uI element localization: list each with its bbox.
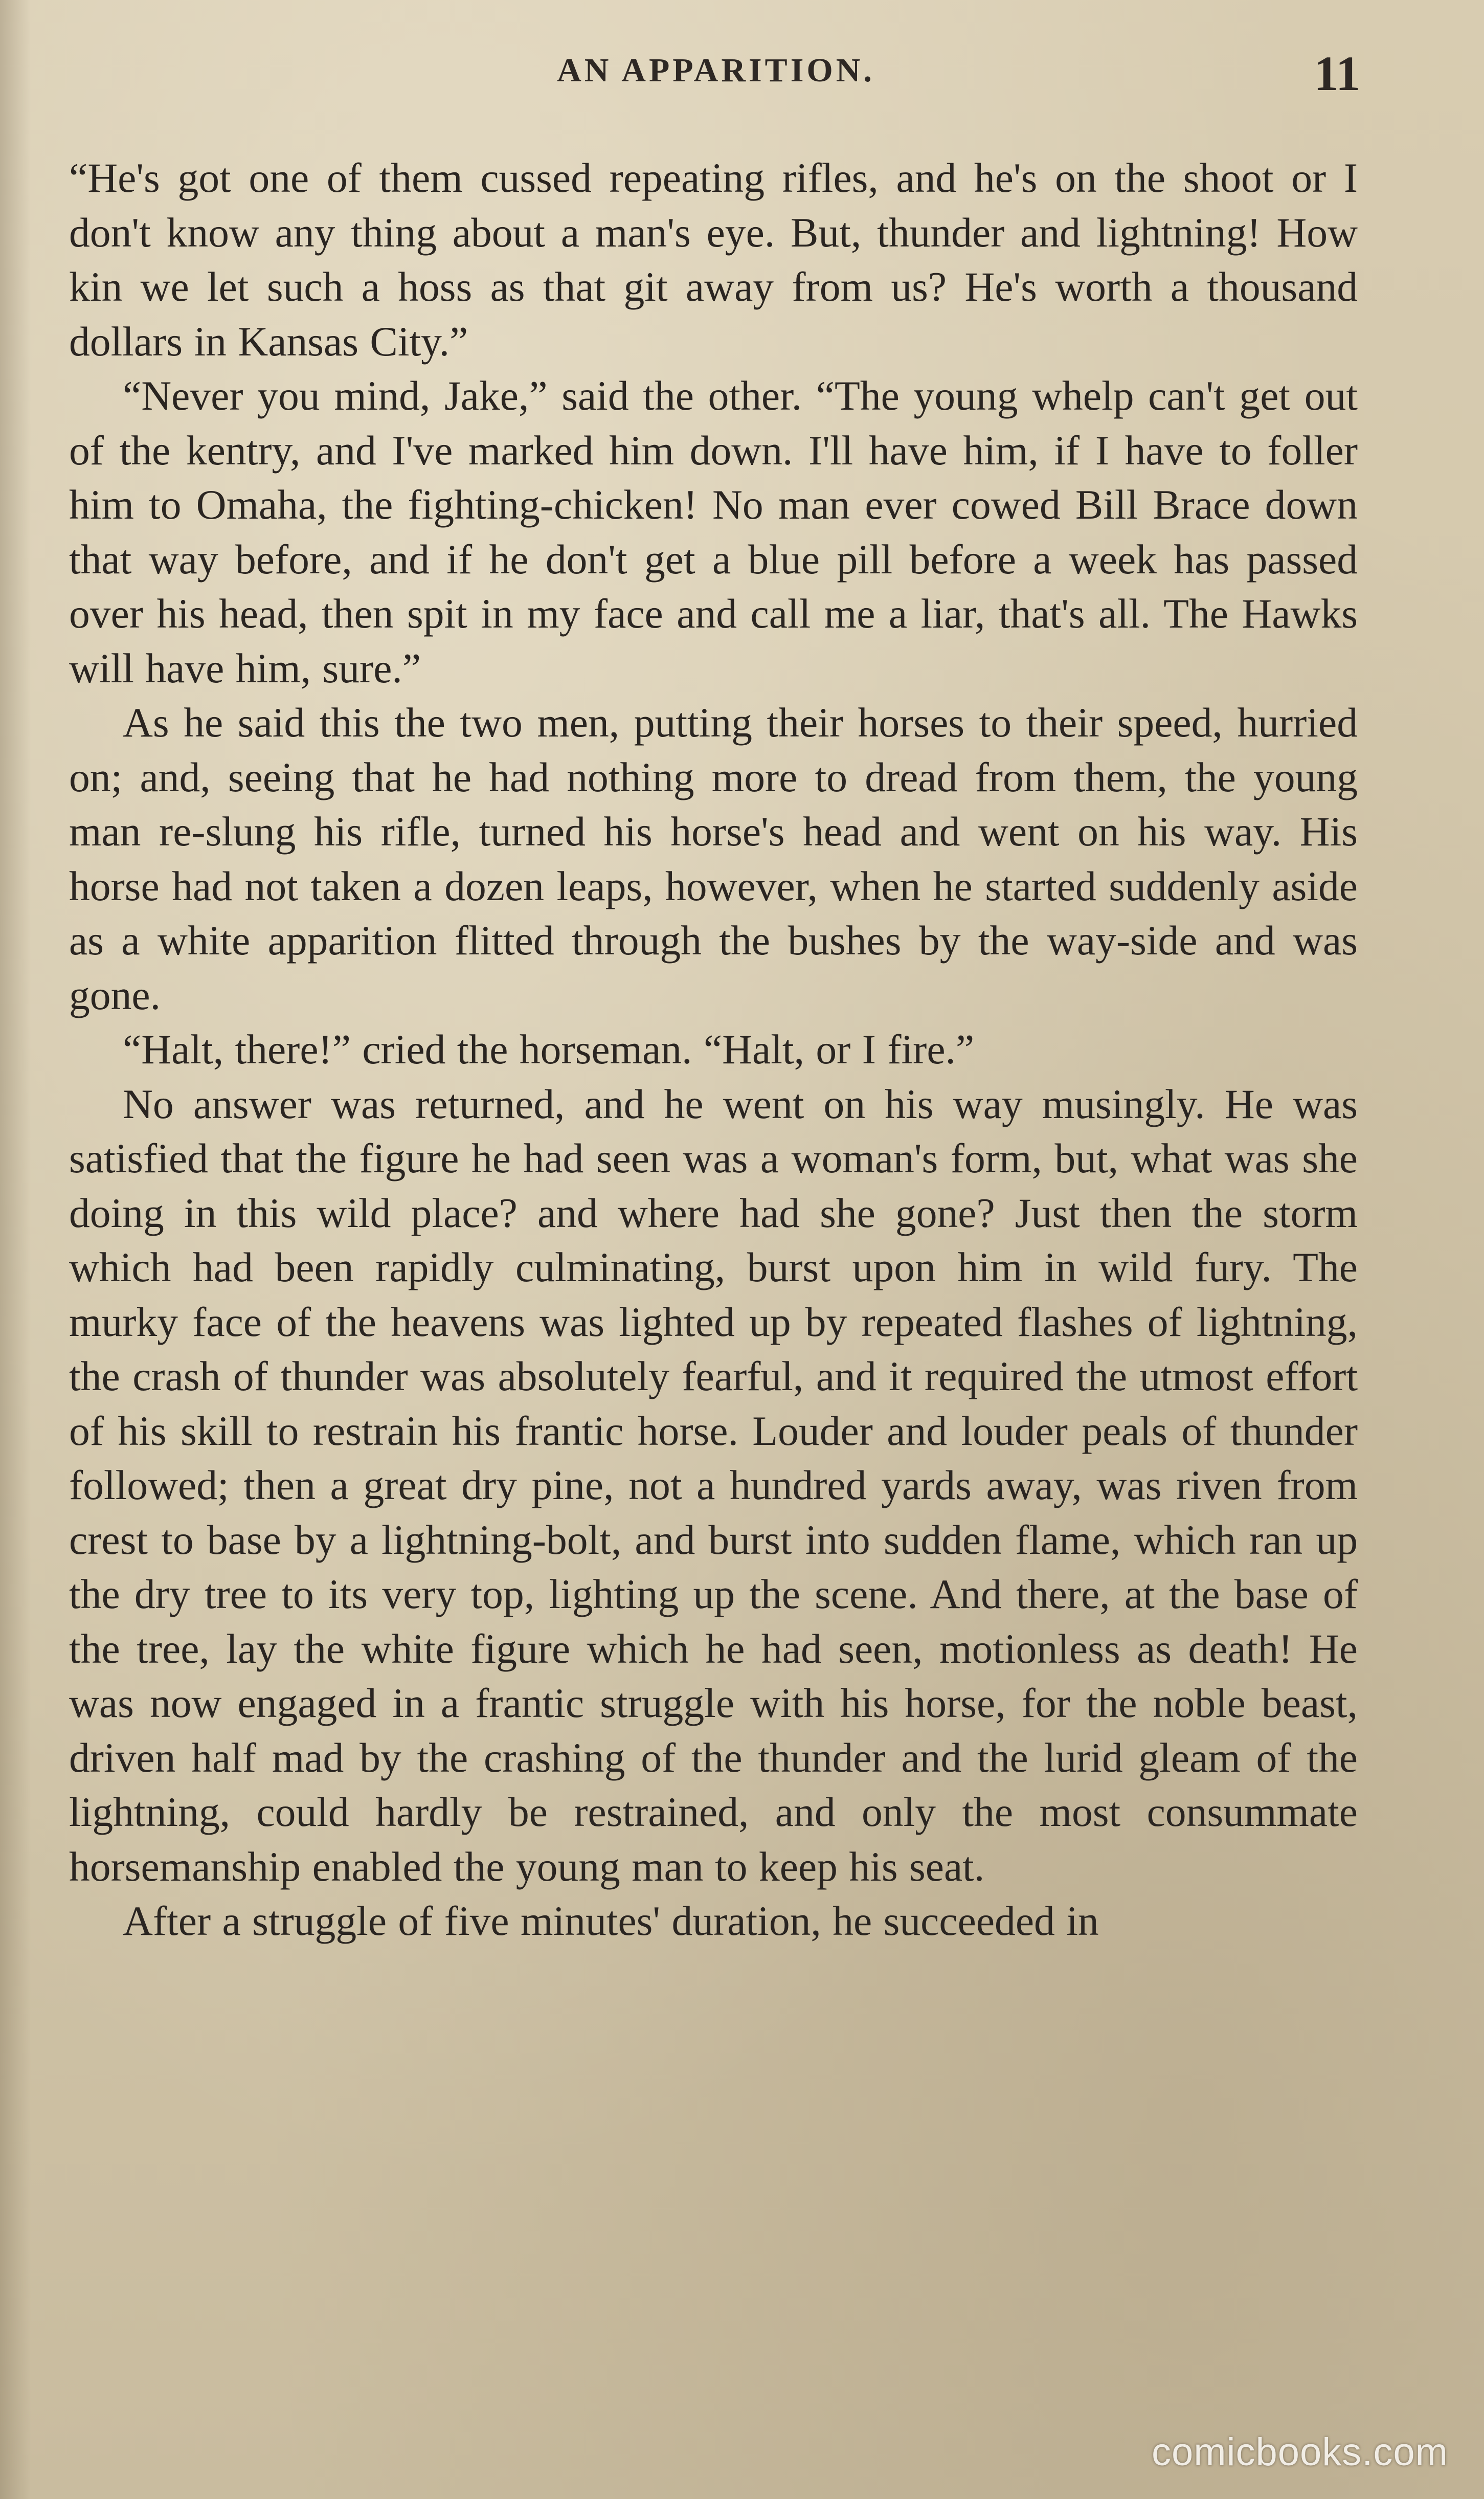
page-header: [72, 46, 1360, 107]
paragraph-2: “Never you mind, Jake,” said the other. “The young whelp can't get out of the kentry, and I've marked him down. I'll have him, if I have to foller him to Omaha, the fighting-chicken! No man ever cowed Bill Brace down that way before, and if he don't get a blue pill before a week has passed over his head, then spit in my face and call me a liar, that's all. The Hawks will have him, sure.”: [69, 372, 1358, 691]
body-text: [69, 151, 1358, 1949]
paragraph-3: As he said this the two men, putting their horses to their speed, hurried on; and, seeing that he had nothing more to dread from them, the young man re-slung his rifle, turned his horse's head and went on his way. His horse had not taken a dozen leaps, however, when he started suddenly aside as a white apparition flitted through the bushes by the way-side and was gone.: [69, 699, 1358, 1018]
watermark: comicbooks.com: [1152, 2430, 1448, 2474]
paragraph-4: “Halt, there!” cried the horseman. “Halt, or I fire.”: [123, 1026, 975, 1073]
paragraph-6: After a struggle of five minutes' duration, he succeeded in: [123, 1898, 1099, 1944]
running-head: AN APPARITION.: [557, 52, 875, 89]
page-number: 11: [1314, 46, 1360, 101]
paragraph-5: No answer was returned, and he went on his way musingly. He was satisfied that the figure he had seen was a woman's form, but, what was she doing in this wild place? and where had she gone? Just then the storm which had been rapidly culminating, burst upon him in wild fury. The murky face of the heavens was lighted up by repeated flashes of lightning, the crash of thunder was absolutely fearful, and it required the utmost effort of his skill to restrain his frantic horse. Louder and louder peals of thunder followed; then a great dry pine, not a hundred yards away, was riven from crest to base by a lightning-bolt, and burst into sudden flame, which ran up the dry tree to its very top, lighting up the scene. And there, at the base of the tree, lay the white figure which he had seen, motionless as death! He was now engaged in a frantic struggle with his horse, for the noble beast, driven half mad by the crashing of the thunder and the lurid gleam of the lightning, could hardly be restrained, and only the most consummate horsemanship enabled the young man to keep his seat.: [69, 1080, 1358, 1890]
paragraph-1: “He's got one of them cussed repeating rifles, and he's on the shoot or I don't know any thing about a man's eye. But, thunder and lightning! How kin we let such a hoss as that git away from us? He's worth a thousand dollars in Kansas City.”: [69, 154, 1358, 365]
